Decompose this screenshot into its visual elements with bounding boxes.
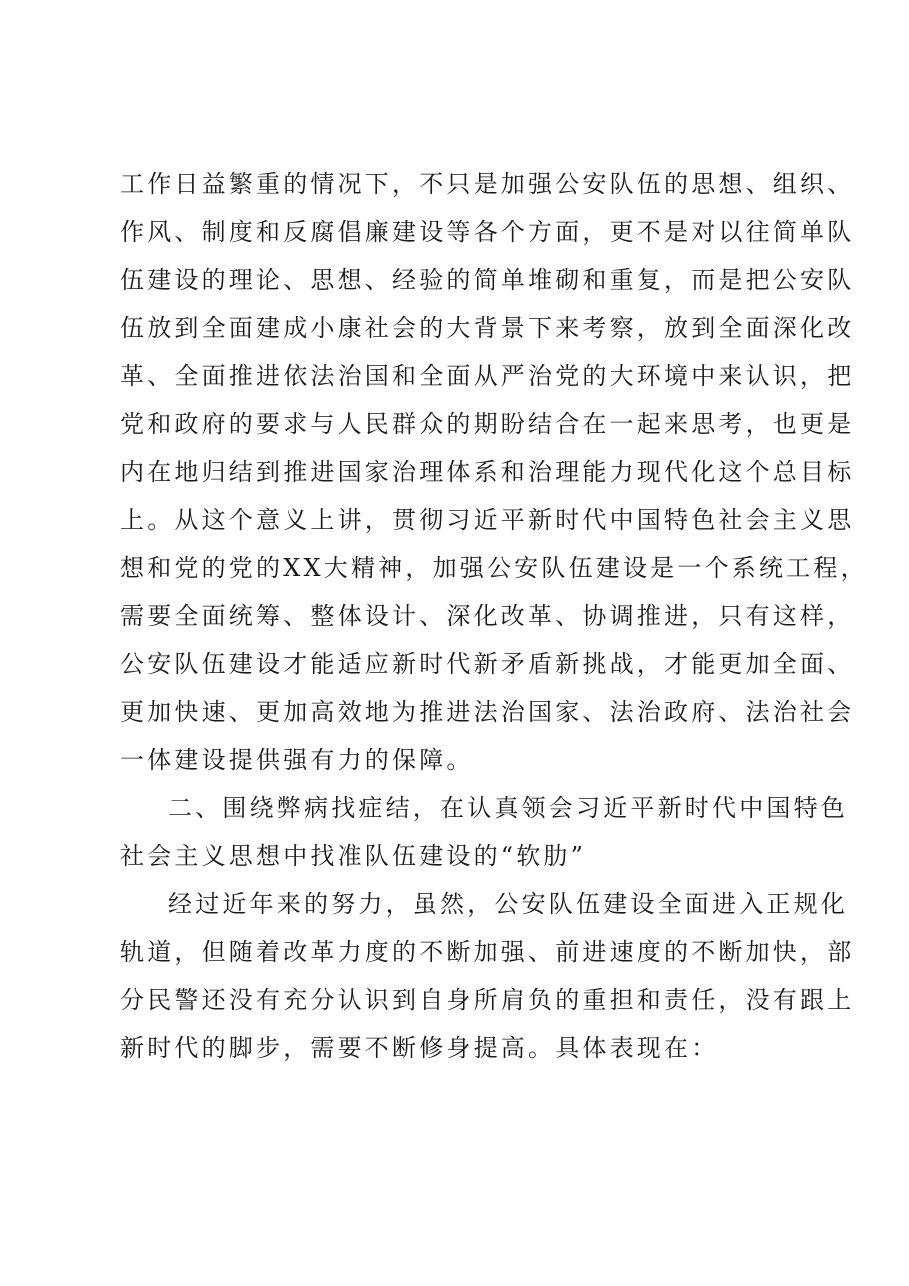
text-line: 分民警还没有充分认识到自身所肩负的重担和责任，没有跟上 [120,986,855,1014]
text-line: 轨道，但随着改革力度的不断加强、前进速度的不断加快，部 [120,938,855,966]
text-line: 工作日益繁重的情况下，不只是加强公安队伍的思想、组织、 [120,170,855,198]
text-line: 需要全面统筹、整体设计、深化改革、协调推进，只有这样， [120,602,855,630]
text-line: 更加快速、更加高效地为推进法治国家、法治政府、法治社会 [120,698,855,726]
text-line: 伍建设的理论、思想、经验的简单堆砌和重复，而是把公安队 [120,266,855,294]
text-line: 伍放到全面建成小康社会的大背景下来考察，放到全面深化改 [120,314,855,342]
text-line: 一体建设提供强有力的保障。 [120,746,474,774]
text-line: 公安队伍建设才能适应新时代新矛盾新挑战，才能更加全面、 [120,650,855,678]
text-line: 想和党的党的XX大精神，加强公安队伍建设是一个系统工程， [120,554,868,582]
text-line: 作风、制度和反腐倡廉建设等各个方面，更不是对以往简单队 [120,218,855,246]
text-line: 内在地归结到推进国家治理体系和治理能力现代化这个总目标 [120,458,855,486]
text-line: 二、围绕弊病找症结，在认真领会习近平新时代中国特色 [168,794,848,822]
text-line: 社会主义思想中找准队伍建设的“软肋” [120,842,587,870]
text-line: 党和政府的要求与人民群众的期盼结合在一起来思考，也更是 [120,410,855,438]
text-line: 上。从这个意义上讲，贯彻习近平新时代中国特色社会主义思 [120,506,855,534]
body-text [120,160,868,1072]
text-line: 新时代的脚步，需要不断修身提高。具体表现在： [120,1034,719,1062]
text-line: 经过近年来的努力，虽然，公安队伍建设全面进入正规化 [168,890,848,918]
text-line: 革、全面推进依法治国和全面从严治党的大环境中来认识，把 [120,362,855,390]
